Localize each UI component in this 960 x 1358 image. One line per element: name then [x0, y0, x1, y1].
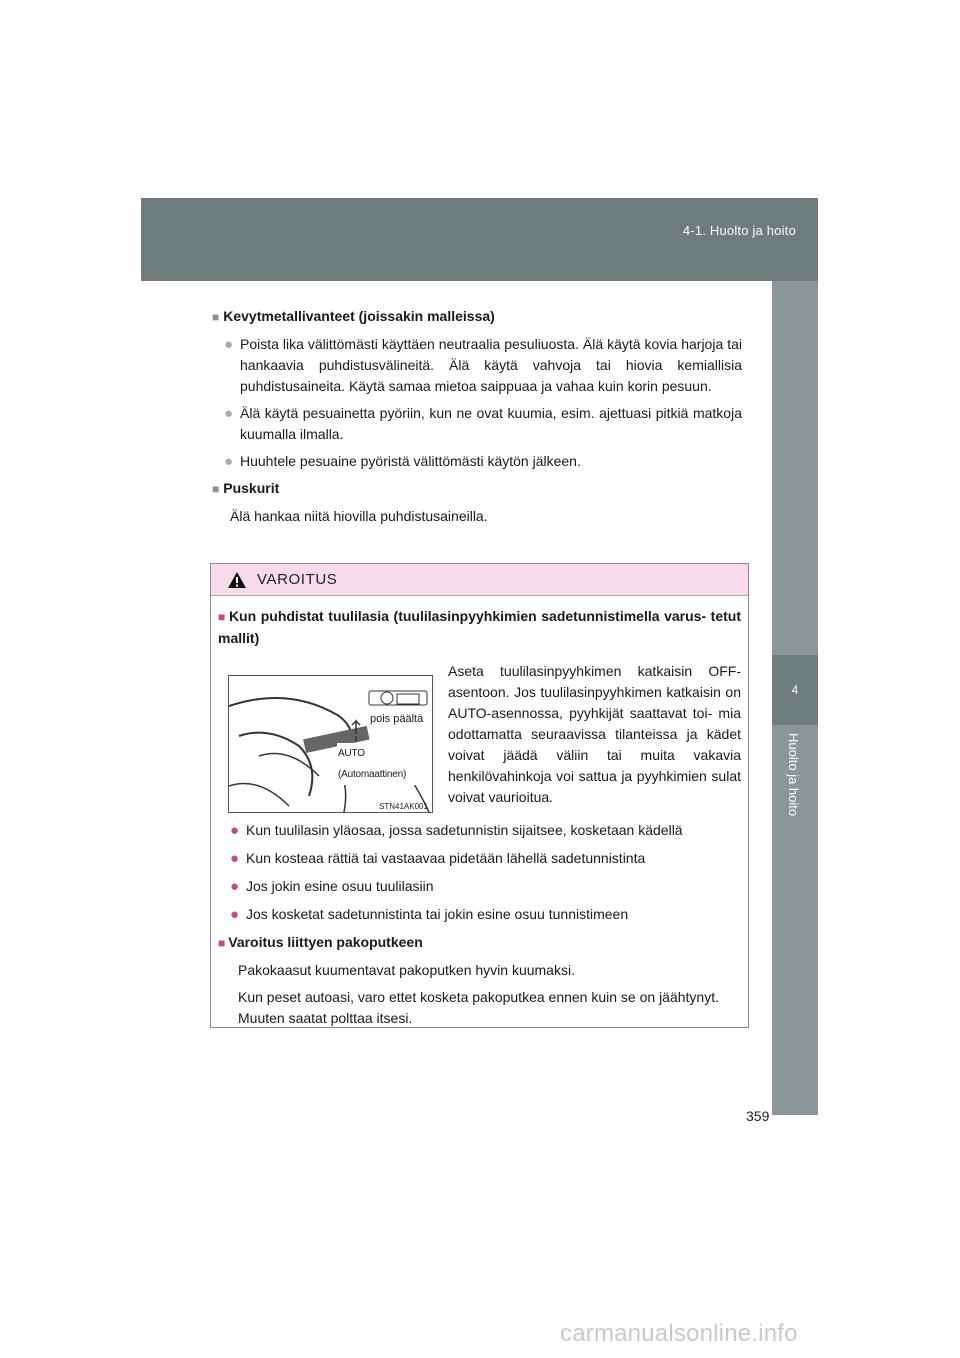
square-bullet-icon: ■: [212, 310, 220, 324]
round-bullet-icon: ●: [230, 878, 240, 895]
list-item: ● Jos jokin esine osuu tuulilasiin: [230, 878, 434, 895]
wiper-switch-illustration: [228, 675, 433, 813]
round-bullet-icon: ●: [230, 906, 240, 923]
round-bullet-icon: ●: [224, 405, 234, 422]
warning-header: [211, 564, 748, 596]
windshield-heading: ■ Kun puhdistat tuulilasia (tuulilasinpyyhkimien sadetunnistimella varus- tetut mallit): [218, 608, 742, 646]
list-item: ● Kun tuulilasin yläosaa, jossa sadetunnistin sijaitsee, kosketaan kädellä: [230, 822, 683, 839]
exhaust-heading: ■ Varoitus liittyen pakoputkeen: [218, 934, 423, 950]
warning-triangle-icon: [227, 571, 247, 589]
page-header: [141, 198, 818, 281]
figure-code: STN41AK001: [379, 802, 428, 811]
side-tab-upper: [772, 281, 818, 655]
square-bullet-icon: ■: [212, 482, 220, 496]
square-bullet-icon: ■: [218, 936, 226, 950]
section-title: 4-1. Huolto ja hoito: [682, 223, 796, 238]
figure-label-off: pois päältä: [369, 709, 424, 730]
list-item: ● Poista lika välittömästi käyttäen neutraalia pesuliuosta. Älä käytä kovia harjoja tai hankaavia puhdistusvälineitä. Älä käytä vahvoja tai hiovia kemiallisia puhdistusaineita. Käytä samaa mietoa saippuaa ja vahaa kuin korin pesuun.: [224, 336, 742, 394]
warning-box: [210, 563, 749, 1028]
warning-title: VAROITUS: [257, 571, 338, 588]
square-bullet-icon: ■: [218, 610, 226, 624]
windshield-text: Aseta tuulilasinpyyhkimen katkaisin OFF-asentoon. Jos tuulilasinpyyhkimen katkaisin on AUTO-asennossa, pyyhkijät saattavat toi- mia odottamatta seuraavissa tilanteissa ja kädet voivat jäädä väliin tai muita vakavia henkilövahinkoja voi sattua ja pyyhkimien sulat voivat vaurioitua.: [448, 663, 741, 805]
page-number: 359: [746, 1108, 770, 1124]
exhaust-text-2: Kun peset autoasi, varo ettet kosketa pakoputkea ennen kuin se on jäähtynyt. Muuten saatat polttaa itsesi.: [238, 989, 719, 1026]
chapter-label: Huolto ja hoito: [786, 733, 801, 817]
section-heading-alloy: ■ Kevytmetallivanteet (joissakin malleissa): [212, 308, 495, 324]
list-item: ● Älä käytä pesuainetta pyöriin, kun ne ovat kuumia, esim. ajettuasi pitkiä matkoja kuumalla ilmalla.: [224, 405, 742, 442]
list-item: ● Huuhtele pesuaine pyöristä välittömästi käytön jälkeen.: [224, 453, 581, 470]
section-heading-bumpers: ■ Puskurit: [212, 480, 280, 496]
watermark: carmanualsonline.info: [560, 1320, 798, 1347]
exhaust-text-1: Pakokaasut kuumentavat pakoputken hyvin kuumaksi.: [238, 962, 575, 978]
list-item: ● Kun kosteaa rättiä tai vastaavaa pidetään lähellä sadetunnistinta: [230, 850, 646, 867]
chapter-number: 4: [772, 655, 818, 725]
round-bullet-icon: ●: [224, 453, 234, 470]
round-bullet-icon: ●: [230, 850, 240, 867]
list-item: ● Jos kosketat sadetunnistinta tai jokin esine osuu tunnistimeen: [230, 906, 629, 923]
main-content: [212, 306, 742, 533]
bumpers-text: Älä hankaa niitä hiovilla puhdistusaineilla.: [230, 508, 488, 524]
round-bullet-icon: ●: [230, 822, 240, 839]
figure-label-auto: AUTO (Automaattinen): [337, 743, 432, 785]
round-bullet-icon: ●: [224, 336, 234, 353]
